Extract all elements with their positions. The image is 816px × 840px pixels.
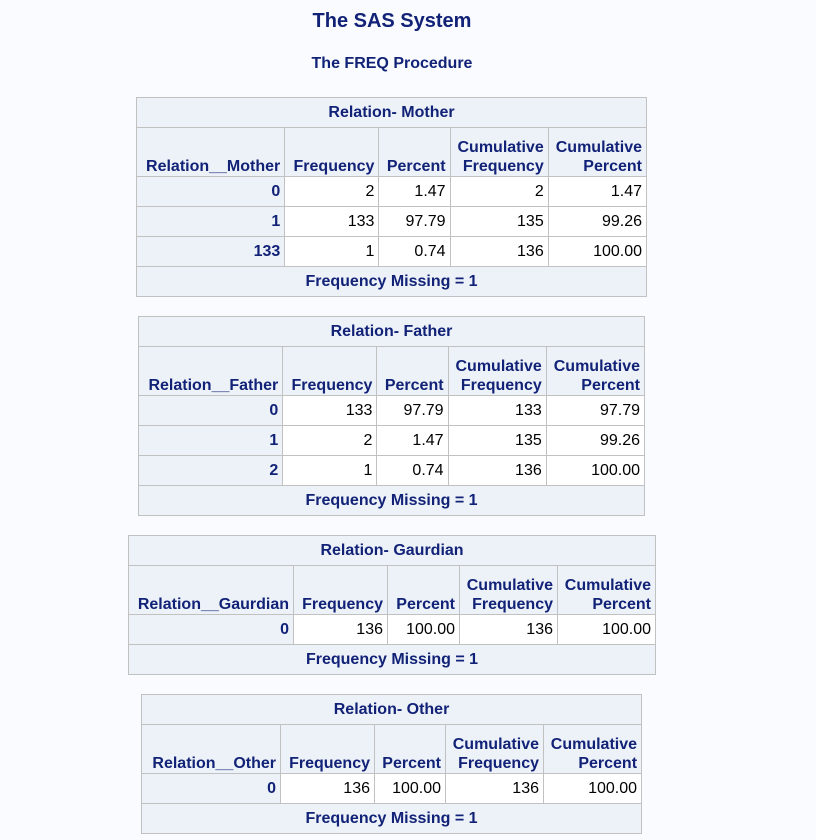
table-row: [129, 615, 656, 645]
header-line: Cumulative: [564, 577, 652, 594]
column-header-frequency: Frequency: [285, 128, 379, 177]
freq-table-other: [141, 694, 642, 834]
cell-frequency: 133: [283, 396, 377, 426]
column-header-percent: Percent: [379, 128, 450, 177]
table-title: Relation- Other: [142, 695, 642, 725]
header-line: Frequency: [458, 755, 539, 772]
table-title: Relation- Father: [139, 317, 645, 347]
header-line: Cumulative: [550, 736, 638, 753]
column-header-percent: Percent: [377, 347, 448, 396]
header-line: Cumulative: [452, 736, 539, 753]
header-line: Cumulative: [466, 577, 553, 594]
column-header-frequency: Frequency: [294, 566, 388, 615]
freq-table-mother: [136, 97, 647, 297]
cell-cumulative-frequency: 136: [460, 615, 558, 645]
cell-cumulative-percent: 100.00: [548, 237, 646, 267]
table-row: [139, 396, 645, 426]
freq-table-father: [138, 316, 645, 516]
column-header-cumulative-percent: [544, 725, 642, 774]
cell-cumulative-frequency: 133: [448, 396, 546, 426]
frequency-missing-footer: Frequency Missing = 1: [142, 804, 642, 834]
header-line: Cumulative: [455, 358, 542, 375]
cell-frequency: 1: [285, 237, 379, 267]
cell-percent: 97.79: [379, 207, 450, 237]
cell-cumulative-percent: 100.00: [544, 774, 642, 804]
column-header-frequency: Frequency: [281, 725, 375, 774]
row-value: 133: [137, 237, 285, 267]
cell-cumulative-percent: 100.00: [558, 615, 656, 645]
cell-frequency: 1: [283, 456, 377, 486]
cell-percent: 1.47: [379, 177, 450, 207]
system-title: The SAS System: [312, 10, 472, 32]
cell-percent: 0.74: [379, 237, 450, 267]
cell-cumulative-frequency: 2: [450, 177, 548, 207]
column-header-cumulative-percent: [558, 566, 656, 615]
procedure-title: The FREQ Procedure: [311, 55, 473, 72]
column-header-cumulative-percent: [546, 347, 644, 396]
column-header-cumulative-frequency: [448, 347, 546, 396]
frequency-missing-footer: Frequency Missing = 1: [139, 486, 645, 516]
header-line: Frequency: [462, 158, 544, 175]
column-header-variable: Relation__Mother: [137, 128, 285, 177]
frequency-missing-footer: Frequency Missing = 1: [137, 267, 647, 297]
cell-cumulative-percent: 100.00: [546, 456, 644, 486]
cell-cumulative-frequency: 136: [446, 774, 544, 804]
column-header-cumulative-frequency: [460, 566, 558, 615]
column-header-percent: Percent: [388, 566, 460, 615]
header-line: Cumulative: [555, 139, 642, 156]
header-line: Percent: [583, 158, 642, 175]
freq-table-gaurdian: [128, 535, 656, 675]
column-header-frequency: Frequency: [283, 347, 377, 396]
column-header-percent: Percent: [375, 725, 446, 774]
table-title: Relation- Mother: [137, 98, 647, 128]
cell-percent: 100.00: [375, 774, 446, 804]
cell-frequency: 133: [285, 207, 379, 237]
cell-cumulative-frequency: 136: [448, 456, 546, 486]
cell-percent: 0.74: [377, 456, 448, 486]
column-header-cumulative-percent: [548, 128, 646, 177]
header-line: Cumulative: [457, 139, 544, 156]
header-line: Frequency: [472, 596, 553, 613]
column-header-variable: Relation__Other: [142, 725, 281, 774]
header-line: Percent: [592, 596, 652, 613]
row-value: 0: [142, 774, 281, 804]
row-value: 0: [139, 396, 283, 426]
table-row: [139, 456, 645, 486]
table-row: [137, 237, 647, 267]
cell-frequency: 2: [285, 177, 379, 207]
cell-cumulative-percent: 99.26: [546, 426, 644, 456]
row-value: 0: [137, 177, 285, 207]
cell-percent: 97.79: [377, 396, 448, 426]
table-row: [137, 177, 647, 207]
cell-percent: 100.00: [388, 615, 460, 645]
cell-frequency: 136: [294, 615, 388, 645]
table-row: [139, 426, 645, 456]
header-line: Percent: [578, 755, 638, 772]
cell-cumulative-frequency: 135: [448, 426, 546, 456]
header-line: Percent: [581, 377, 640, 394]
cell-cumulative-percent: 1.47: [548, 177, 646, 207]
table-row: [137, 207, 647, 237]
cell-cumulative-frequency: 135: [450, 207, 548, 237]
column-header-variable: Relation__Father: [139, 347, 283, 396]
row-value: 2: [139, 456, 283, 486]
row-value: 0: [129, 615, 294, 645]
cell-cumulative-frequency: 136: [450, 237, 548, 267]
cell-frequency: 2: [283, 426, 377, 456]
frequency-missing-footer: Frequency Missing = 1: [129, 645, 656, 675]
table-row: [142, 774, 642, 804]
cell-frequency: 136: [281, 774, 375, 804]
row-value: 1: [137, 207, 285, 237]
column-header-cumulative-frequency: [446, 725, 544, 774]
row-value: 1: [139, 426, 283, 456]
cell-cumulative-percent: 99.26: [548, 207, 646, 237]
column-header-cumulative-frequency: [450, 128, 548, 177]
cell-cumulative-percent: 97.79: [546, 396, 644, 426]
header-line: Frequency: [460, 377, 542, 394]
table-title: Relation- Gaurdian: [129, 536, 656, 566]
header-line: Cumulative: [553, 358, 640, 375]
column-header-variable: Relation__Gaurdian: [129, 566, 294, 615]
cell-percent: 1.47: [377, 426, 448, 456]
